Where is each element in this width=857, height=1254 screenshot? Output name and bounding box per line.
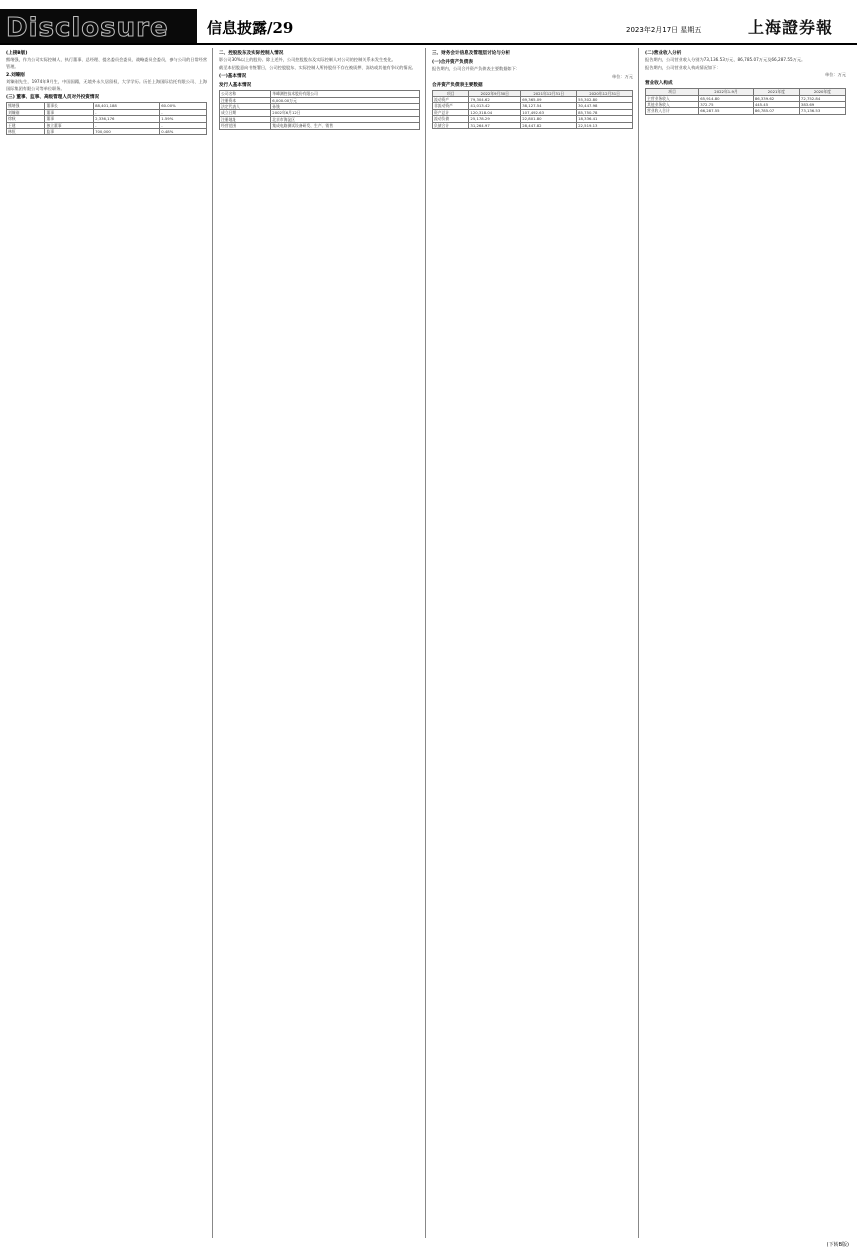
column-heading: 二、控股股东及实际控制人情况: [219, 51, 284, 56]
table-cell: 55,302.80: [577, 97, 633, 103]
table-cell: 王建: [7, 122, 45, 128]
table-cell: 资产总计: [433, 109, 469, 115]
column-3: [432, 48, 633, 1238]
column-heading: (上接B版): [6, 51, 28, 56]
table-row: [7, 129, 207, 135]
table-cell: 88,401,188: [94, 103, 160, 109]
table-cell: -: [94, 122, 160, 128]
table-cell: 独立董事: [45, 122, 94, 128]
paragraph: 熊绪强，作为公司实际控制人、执行董事、总经理、提名委员会委员、战略委员会委员，参与公司的日常经营管理。: [6, 57, 207, 69]
table-title: 合并资产负债表主要数据: [432, 82, 483, 88]
table-cell: 25,178.29: [469, 116, 521, 122]
logo-text: Disclosure: [6, 13, 169, 43]
unit-caption: 单位：万元: [612, 73, 633, 79]
table-cell: 41,013.42: [469, 103, 521, 109]
table-cell: 383.69: [799, 102, 845, 108]
table-cell: 注册地址: [220, 116, 271, 122]
data-table: [6, 102, 207, 135]
table-cell: 2020年度: [799, 89, 845, 95]
table-cell: 徐秋: [7, 116, 45, 122]
page-number: /29: [267, 19, 294, 37]
table-cell: 65,914.80: [699, 95, 754, 101]
table-cell: 700,000: [94, 129, 160, 135]
column-divider: [425, 48, 426, 1238]
paragraph: 截至本招股意向书签署日，公司控股股东、实际控制人所持股份不存在被质押、冻结或其他有争议的情况。: [219, 64, 416, 70]
table-cell: 2002年6月12日: [271, 110, 420, 116]
column-heading: 三、财务会计信息及管理层讨论与分析: [432, 51, 511, 56]
table-cell: 85,750.78: [577, 109, 633, 115]
data-table: [645, 88, 846, 115]
table-row: [646, 108, 846, 114]
table-cell: 2022年1-9月: [699, 89, 754, 95]
table-row: [433, 122, 633, 128]
table-cell: 72,752.84: [799, 95, 845, 101]
table-cell: 流动资产: [433, 97, 469, 103]
table-cell: 79,304.62: [469, 97, 521, 103]
table-cell: 86,785.07: [753, 108, 799, 114]
publish-date: 2023年2月17日 星期五: [626, 26, 702, 34]
table-cell: 董事: [45, 116, 94, 122]
table-cell: -: [160, 122, 207, 128]
column-divider: [638, 48, 639, 1238]
table-cell: 其他业务收入: [646, 102, 699, 108]
table-row: [220, 123, 420, 129]
table-cell: 集成电路测试设备研发、生产、销售: [271, 123, 420, 129]
table-cell: 28,447.82: [521, 122, 577, 128]
table-cell: 项目: [433, 90, 469, 96]
column-divider: [212, 48, 213, 1238]
column-heading: (二)营业收入分析: [645, 51, 682, 56]
table-cell: 北京市海淀区: [271, 116, 420, 122]
table-cell: 华峰测控技术股份有限公司: [271, 91, 420, 97]
table-cell: 120,318.04: [469, 109, 521, 115]
column-1: [6, 48, 207, 1238]
data-table: [432, 90, 633, 129]
table-cell: 60.00%: [160, 103, 207, 109]
section-title: [207, 17, 293, 38]
paragraph: 报告期内，公司营业收入构成情况如下：: [645, 64, 721, 70]
paragraph: 影公司30%以上的股份。除上述外，公司控股股东及实际控制人对公司的控制关系未发生变化。: [219, 57, 396, 62]
table-title: (三) 董事、监事、高级管理人员对外投资情况: [6, 95, 100, 101]
table-cell: 372.75: [699, 102, 754, 108]
table-cell: 非流动资产: [433, 103, 469, 109]
table-cell: 6,000.00万元: [271, 97, 420, 103]
table-cell: 注册资本: [220, 97, 271, 103]
table-cell: 86,339.62: [753, 95, 799, 101]
table-cell: 董事长: [45, 103, 94, 109]
table-cell: 刘臻刚: [7, 109, 45, 115]
page-header: [0, 0, 857, 44]
table-cell: 董事: [45, 109, 94, 115]
sub-heading: 2.刘臻刚: [6, 73, 25, 79]
table-cell: -: [94, 109, 160, 115]
table-cell: 1.59%: [160, 116, 207, 122]
table-cell: 经营范围: [220, 123, 271, 129]
paragraph: 报告期内，公司合并资产负债表主要数据如下：: [432, 66, 520, 71]
table-cell: 林恒: [7, 129, 45, 135]
table-cell: 73,136.53: [799, 108, 845, 114]
table-cell: 22,519.13: [577, 122, 633, 128]
continued-note: (下转B版): [826, 1242, 849, 1248]
table-cell: 公司名称: [220, 91, 271, 97]
table-title: 发行人基本情况: [219, 83, 252, 89]
table-cell: 69,365.09: [521, 97, 577, 103]
paragraph: 刘臻刚先生，1974年9月生，中国国籍，无境外永久居留权，大学学历。历任上海国际信托有限公司、上海国际集团有限公司等单位职务。: [6, 79, 207, 91]
table-cell: 18,336.41: [577, 116, 633, 122]
table-title: 营业收入构成: [645, 81, 673, 87]
column-2: [219, 48, 420, 1238]
table-cell: 熊绪强: [7, 103, 45, 109]
table-cell: 66,287.55: [699, 108, 754, 114]
table-cell: 负债合计: [433, 122, 469, 128]
table-cell: 107,492.63: [521, 109, 577, 115]
table-cell: 2020年12月31日: [577, 90, 633, 96]
disclosure-logo: [0, 9, 197, 43]
sub-heading: (一)合并资产负债表: [432, 60, 473, 65]
table-cell: 营业收入合计: [646, 108, 699, 114]
data-table: [219, 90, 420, 129]
table-cell: 项目: [646, 89, 699, 95]
table-cell: 法定代表人: [220, 104, 271, 110]
header-rule: [0, 43, 857, 45]
column-4: [645, 48, 846, 1238]
table-cell: 0.48%: [160, 129, 207, 135]
table-cell: 成立日期: [220, 110, 271, 116]
table-cell: -: [160, 109, 207, 115]
table-cell: 2022年9月30日: [469, 90, 521, 96]
newspaper-name: 上海證券報: [748, 18, 834, 37]
table-cell: 445.45: [753, 102, 799, 108]
table-cell: 38,127.54: [521, 103, 577, 109]
sub-heading: (一)基本情况: [219, 74, 247, 80]
table-cell: 31,264.97: [469, 122, 521, 128]
table-cell: 2021年12月31日: [521, 90, 577, 96]
table-cell: 主营业务收入: [646, 95, 699, 101]
table-cell: 流动负债: [433, 116, 469, 122]
unit-caption: 单位：万元: [825, 72, 846, 78]
table-cell: 2,336,176: [94, 116, 160, 122]
table-cell: 30,447.98: [577, 103, 633, 109]
paragraph: 报告期内，公司营业收入分别为73,136.53万元、86,785.07万元及66,287.55万元。: [645, 57, 806, 62]
table-cell: 孙铣: [271, 104, 420, 110]
section-name: 信息披露: [207, 19, 268, 37]
table-cell: 监事: [45, 129, 94, 135]
table-cell: 22,801.80: [521, 116, 577, 122]
table-cell: 2021年度: [753, 89, 799, 95]
